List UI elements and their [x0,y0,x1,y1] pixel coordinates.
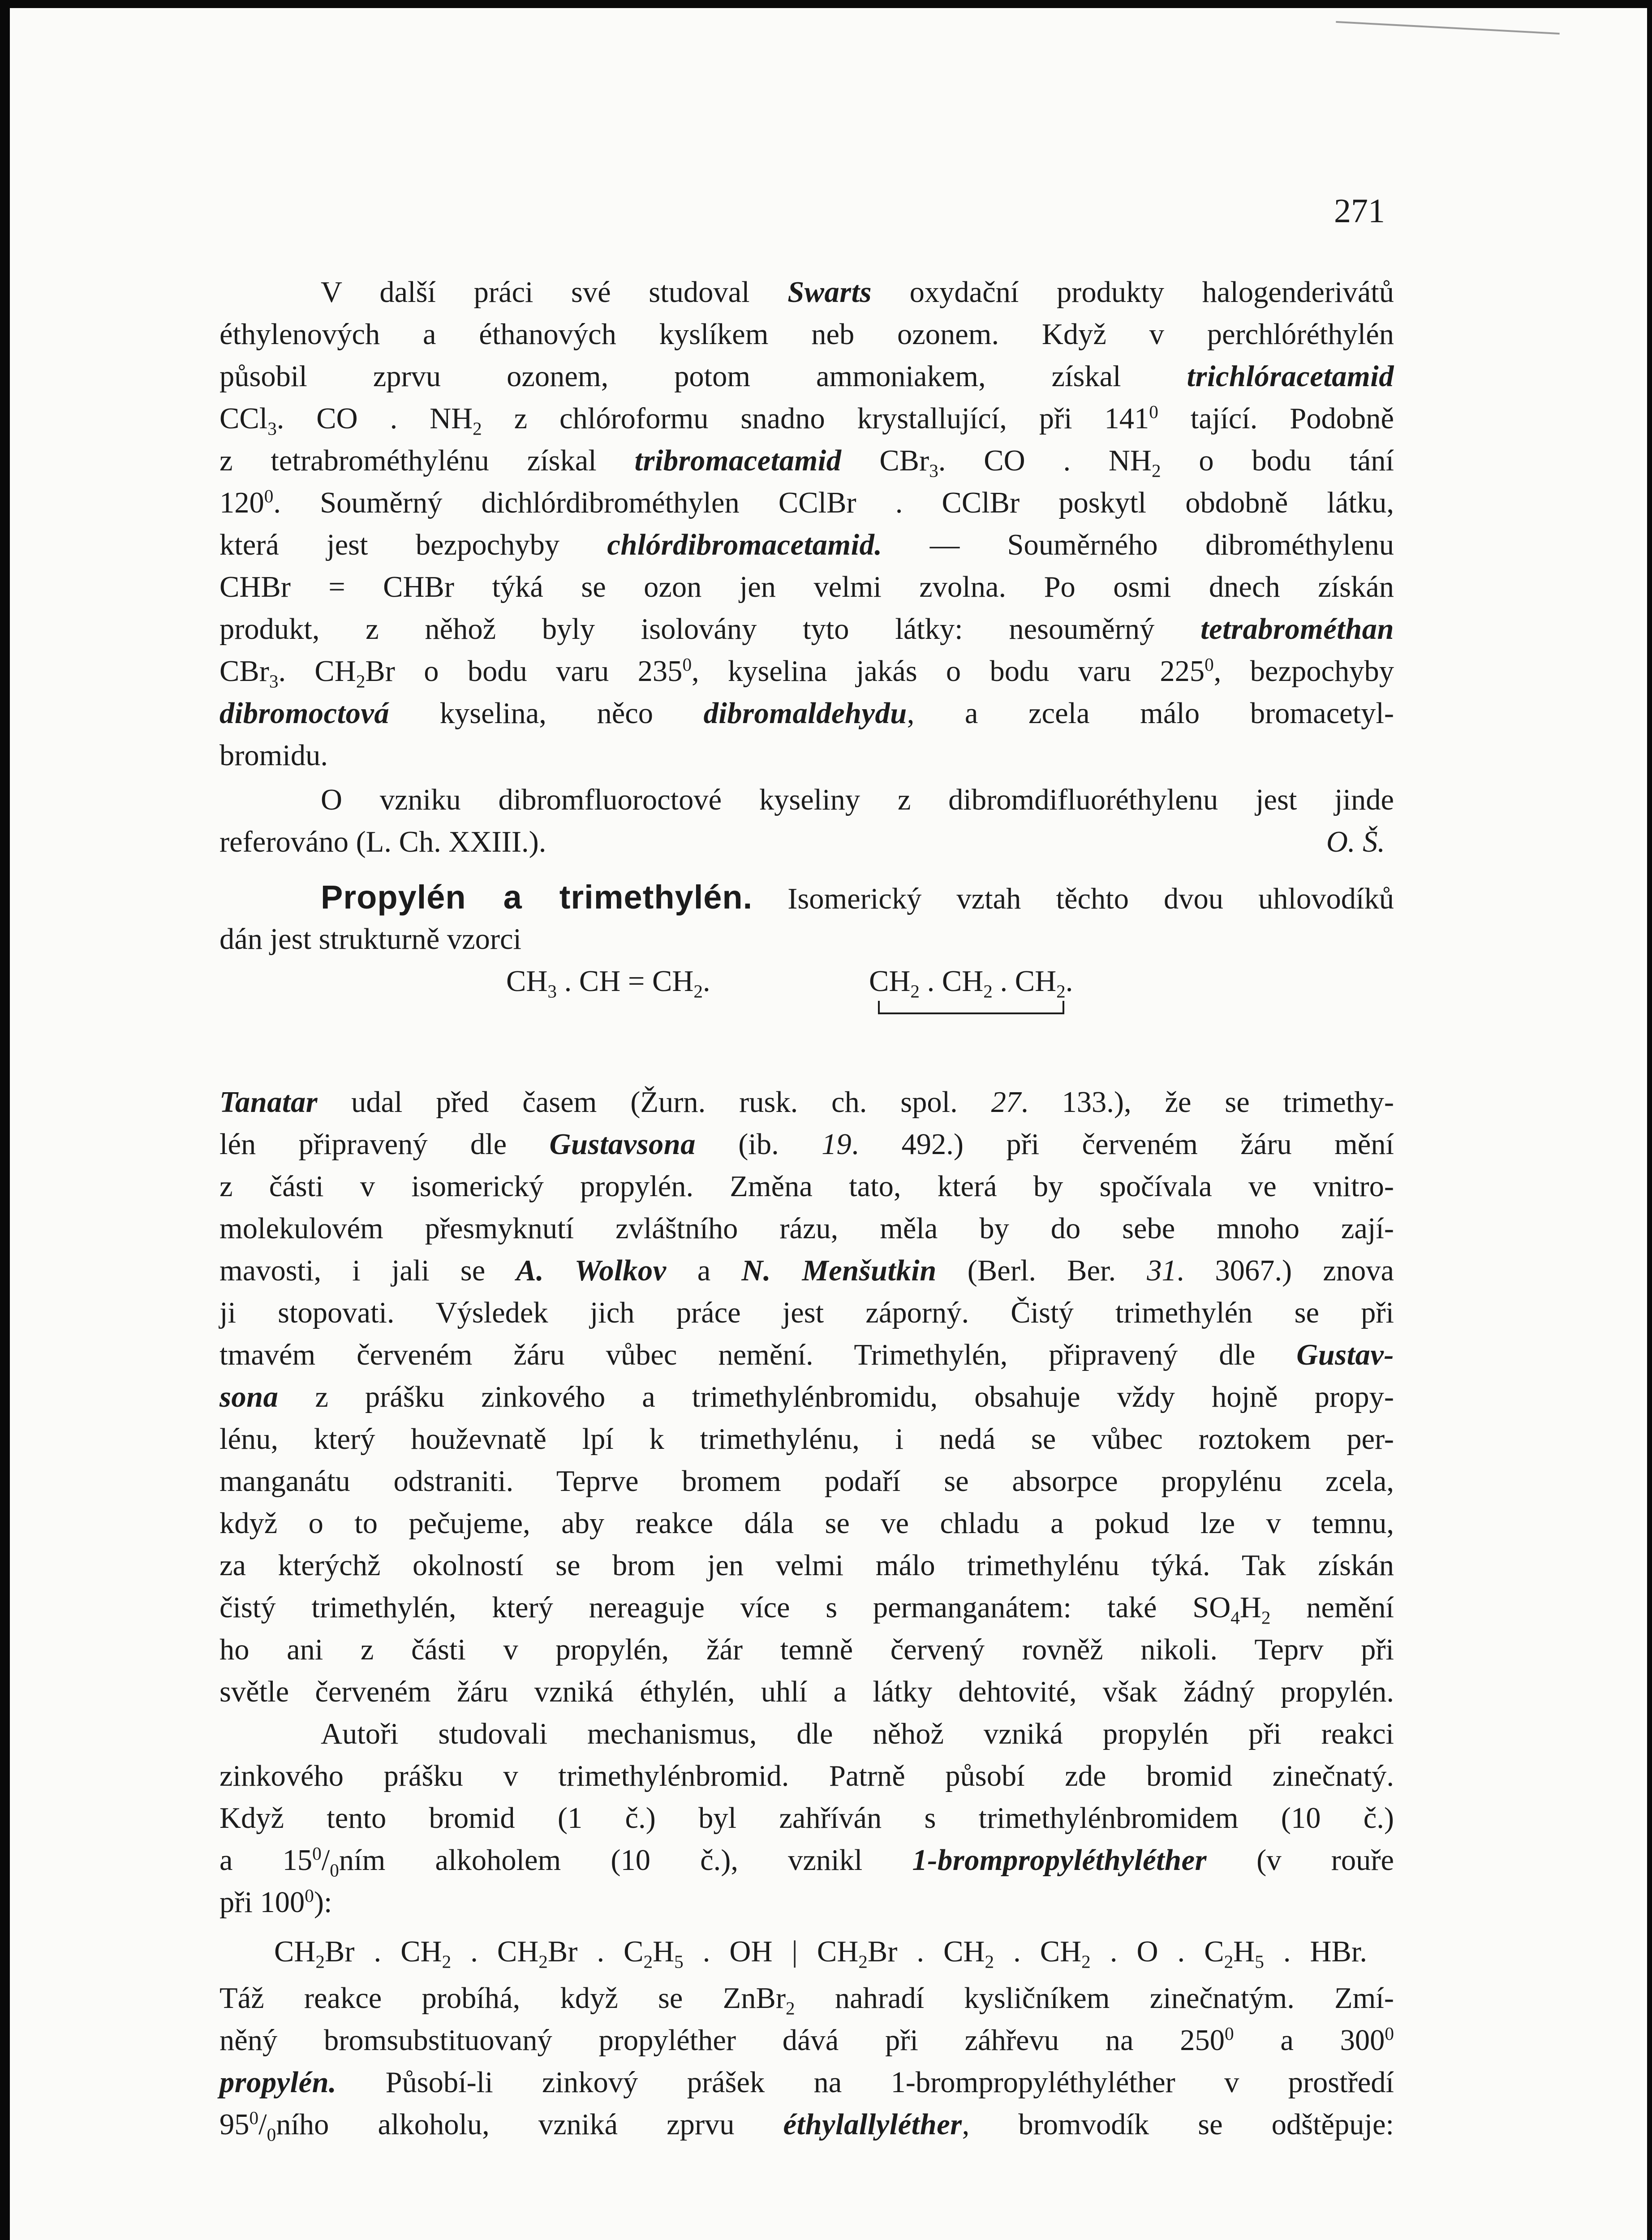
text-line: dibromoctová kyselina, něco dibromaldehydu, a zcela málo bromacetyl- [219,697,1394,730]
text-line: referováno (L. Ch. XXIII.). O. Š. [219,822,1394,862]
author-name: Swarts [787,276,872,309]
text-line: z tetrabrométhylénu získal tribromacetamid CBr$_3$. CO . $NH_2$ o bodu tání [219,444,1394,481]
compound-name: chlórdibromacetamid. [607,529,882,561]
section-heading: Propylén a trimethylén. [321,879,753,916]
text-line: manganátu odstraniti. Teprve bromem podaří se absorpce propylénu zcela, [219,1465,1394,1498]
compound-name: éthylallyléther [783,2108,962,2141]
text-line: CBr$_3$. $CH_2Br$ o bodu varu $235^0$, kyselina jakás o bodu varu $225^0$, bezpochyby [219,654,1394,692]
reaction-equation: $CH_2Br$ . $CH_2$ . $CH_2Br$ . $C_2H_5$ . OH | $CH_2Br$ . $CH_2$ . $CH_2$ . O . $C_2H_5$ . HBr. [274,1935,1368,1972]
text-line: ho ani z části v propylén, žár temně červený rovněž nikoli. Teprv při [219,1633,1394,1666]
text-line: bromidu. [219,739,328,772]
text-line: čistý trimethylén, který nereaguje více s permanganátem: také $SO_4H_2$ nemění [219,1591,1394,1628]
text-line: lén připravený dle Gustavsona (ib. 19. 492.) při červeném žáru mění [219,1128,1394,1161]
compound-name: dibromoctová [219,697,390,730]
compound-name: tribromacetamid [634,444,842,477]
formula-trimethylene: $CH_2$ . $CH_2$ . $CH_2$. [869,965,1073,1002]
text-line: mavosti, i jali se A. Wolkov a N. Menšutkin (Berl. Ber. 31. 3067.) znova [219,1254,1394,1287]
text-line: která jest bezpochyby chlórdibromacetamid. — Souměrného dibrométhylenu [219,529,1394,561]
page [10,8,1647,2240]
text-line: Když tento bromid (1 č.) byl zahříván s trimethylénbromidem (10 č.) [219,1802,1394,1835]
text-line: za kterýchž okolností se brom jen velmi málo trimethylénu týká. Tak získán [219,1549,1394,1582]
formula-propylene: $CH_3$ . CH = $CH_2$. [506,965,710,1002]
signature: O. Š. [1326,826,1385,858]
text-line: éthylenových a éthanových kyslíkem neb ozonem. Když v perchlóréthylén [219,318,1394,351]
author-name: Tanatar [219,1086,318,1119]
text-line: a $15^0/_0ním$ alkoholem (10 č.), vznikl 1-brompropyléthyléther (v rouře [219,1843,1394,1881]
text-line: když o to pečujeme, aby reakce dála se ve chladu a pokud lze v temnu, [219,1507,1394,1540]
text-line: z části v isomerický propylén. Změna tato, která by spočívala ve vnitro- [219,1170,1394,1203]
text-line: $95^0/_0ního$ alkoholu, vzniká zprvu éthylallyléther, bromvodík se odštěpuje: [219,2107,1394,2145]
scan-artifact [1336,21,1560,34]
text-line: Táž reakce probíhá, když se ZnBr$_2$ nahradí kysličníkem zinečnatým. Zmí- [219,1982,1394,2019]
text-line: tmavém červeném žáru vůbec nemění. Trimethylén, připravený dle Gustav- [219,1339,1394,1371]
compound-name: trichlóracetamid [1187,360,1394,393]
author-name: Gustavsona [549,1128,696,1161]
text-line: CCl$_3$. CO . $NH_2$ z chlóroformu snadno krystallující, při $141^0$ tající. Podobně [219,401,1394,439]
text-line: O vzniku dibromfluoroctové kyseliny z dibromdifluoréthylenu jest jinde [321,784,1394,816]
text-line: světle červeném žáru vzniká éthylén, uhlí a látky dehtovité, však žádný propylén. [219,1676,1394,1708]
text-line: ji stopovati. Výsledek jich práce jest záporný. Čistý trimethylén se při [219,1297,1394,1329]
text-line: V další práci své studoval Swarts oxydační produkty halogenderivátů [321,276,1394,309]
page-number: 271 [1334,192,1385,230]
ring-bracket [878,1001,1064,1014]
text-line: při $100^0$): [219,1885,332,1919]
text-line: Autoři studovali mechanismus, dle něhož vzniká propylén při reakci [321,1718,1394,1750]
text-line: Propylén a trimethylén. Isomerický vztah těchto dvou uhlovodíků [321,879,1394,916]
text-line: zinkového prášku v trimethylénbromid. Patrně působí zde bromid zinečnatý. [219,1760,1394,1792]
author-name: sona [219,1381,279,1413]
text-line: působil zprvu ozonem, potom ammoniakem, získal trichlóracetamid [219,360,1394,393]
text-line: něný bromsubstituovaný propyléther dává při záhřevu na $250^0$ a $300^0$ [219,2023,1394,2057]
compound-name: 1-brompropyléthyléther [912,1844,1207,1877]
text-line: propylén. Působí-li zinkový prášek na 1-brompropyléthyléther v prostředí [219,2066,1394,2099]
text-line: molekulovém přesmyknutí zvláštního rázu, měla by do sebe mnoho zají- [219,1212,1394,1245]
compound-name: dibromaldehydu [703,697,907,730]
text-line: Tanatar udal před časem (Žurn. rusk. ch. spol. 27. 133.), že se trimethy- [219,1086,1394,1119]
author-name: N. Menšutkin [741,1254,937,1287]
compound-name: propylén. [219,2066,337,2099]
text-line: dán jest strukturně vzorci [219,923,522,956]
author-name: A. Wolkov [516,1254,667,1287]
text-line: CHBr = CHBr týká se ozon jen velmi zvolna. Po osmi dnech získán [219,571,1394,603]
author-name: Gustav- [1296,1339,1394,1371]
compound-name: tetrabrométhan [1200,613,1394,646]
text-line: sona z prášku zinkového a trimethylénbromidu, obsahuje vždy hojně propy- [219,1381,1394,1413]
text-line: $120^0$. Souměrný dichlórdibrométhylen CClBr . CClBr poskytl obdobně látku, [219,485,1394,519]
text-line: lénu, který houževnatě lpí k trimethylénu, i nedá se vůbec roztokem per- [219,1423,1394,1456]
text-line: produkt, z něhož byly isolovány tyto látky: nesouměrný tetrabrométhan [219,613,1394,646]
